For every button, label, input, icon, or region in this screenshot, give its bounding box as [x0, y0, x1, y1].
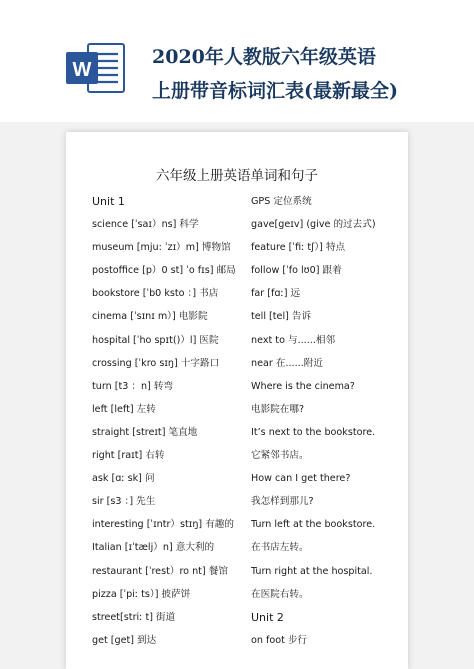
- vocab-entry: right [raɪt] 右转: [92, 450, 165, 462]
- vocab-entry: left [left] 左转: [92, 403, 156, 415]
- vocab-entry: Where is the cinema?: [251, 380, 355, 392]
- vocab-entry: feature [ˈfiː tʃ）] 特点: [251, 242, 346, 254]
- svg-text:W: W: [72, 59, 92, 81]
- vocab-entry: turn [t3 ：n] 转弯: [92, 380, 174, 392]
- vocab-entry: GPS 定位系统: [251, 196, 312, 207]
- vocab-entry: postoffice [p）0 st] ˈo fɪs] 邮局: [92, 265, 236, 277]
- vocab-entry: ask [ɑː sk] 问: [92, 473, 155, 485]
- vocab-entry: 它紧邻书店。: [251, 450, 309, 462]
- vocab-entry: science [ˈsaɪ）ns] 科学: [92, 219, 199, 231]
- vocab-entry: interesting [ˈɪntr）stɪŋ] 有趣的: [92, 519, 234, 531]
- banner-title-line1: 2020年人教版六年级英语: [152, 46, 376, 68]
- unit-heading: Unit 2: [251, 610, 284, 624]
- vocab-entry: near 在......附近: [251, 357, 323, 369]
- vocab-entry: follow [ˈfo lʊ0] 跟着: [251, 265, 342, 277]
- vocab-entry: Turn right at the hospital.: [251, 565, 373, 577]
- word-document-icon: [64, 40, 126, 96]
- vocab-entry: 在医院右转。: [251, 588, 309, 600]
- vocab-entry: How can I get there?: [251, 473, 351, 485]
- unit-heading: Unit 1: [92, 195, 125, 208]
- vocab-entry: 我怎样到那儿?: [251, 496, 314, 508]
- vocab-entry: hospital [ˈho spɪt()）l] 医院: [92, 334, 219, 346]
- vocab-entry: Turn left at the bookstore.: [251, 519, 376, 531]
- vocab-entry: straight [streɪt] 笔直地: [92, 426, 198, 438]
- vocab-entry: crossing [ˈkro sɪŋ] 十字路口: [92, 357, 220, 369]
- vocab-entry: Italian [ɪˈtælj）n] 意大利的: [92, 542, 215, 554]
- vocab-entry: 在书店左转。: [251, 542, 309, 554]
- vocab-entry: It’s next to the bookstore.: [251, 426, 376, 438]
- vocab-entry: restaurant [ˈrest）ro nt] 餐馆: [92, 565, 228, 577]
- vocab-entry: sir [s3 ：] 先生: [92, 496, 156, 508]
- vocab-entry: cinema [ˈsɪnɪ m）] 电影院: [92, 311, 208, 323]
- vocab-entry: on foot 步行: [251, 634, 308, 646]
- vocab-entry: tell [tel] 告诉: [251, 311, 312, 323]
- vocabulary-left-column: [92, 190, 262, 652]
- document-banner: [0, 0, 474, 122]
- banner-title-line2: 上册带音标词汇表(最新最全): [152, 80, 398, 102]
- vocab-entry: pizza [ˈpiː ts）] 披萨饼: [92, 588, 191, 600]
- document-title: 六年级上册英语单词和句子: [156, 168, 318, 184]
- vocab-entry: gave[geɪv] (give 的过去式): [251, 219, 376, 231]
- vocab-entry: museum [mju: ˈzɪ）m] 博物馆: [92, 242, 231, 254]
- vocab-entry: far [fɑː] 远: [251, 288, 301, 300]
- document-page: [66, 132, 408, 669]
- vocab-entry: get [get] 到达: [92, 634, 157, 646]
- vocab-entry: bookstore [ˈb0 ksto ：] 书店: [92, 288, 219, 300]
- vocab-entry: street[striː t] 街道: [92, 611, 176, 623]
- vocab-entry: next to 与......相邻: [251, 334, 336, 346]
- vocabulary-right-column: [251, 190, 403, 652]
- vocab-entry: 电影院在哪?: [251, 403, 305, 415]
